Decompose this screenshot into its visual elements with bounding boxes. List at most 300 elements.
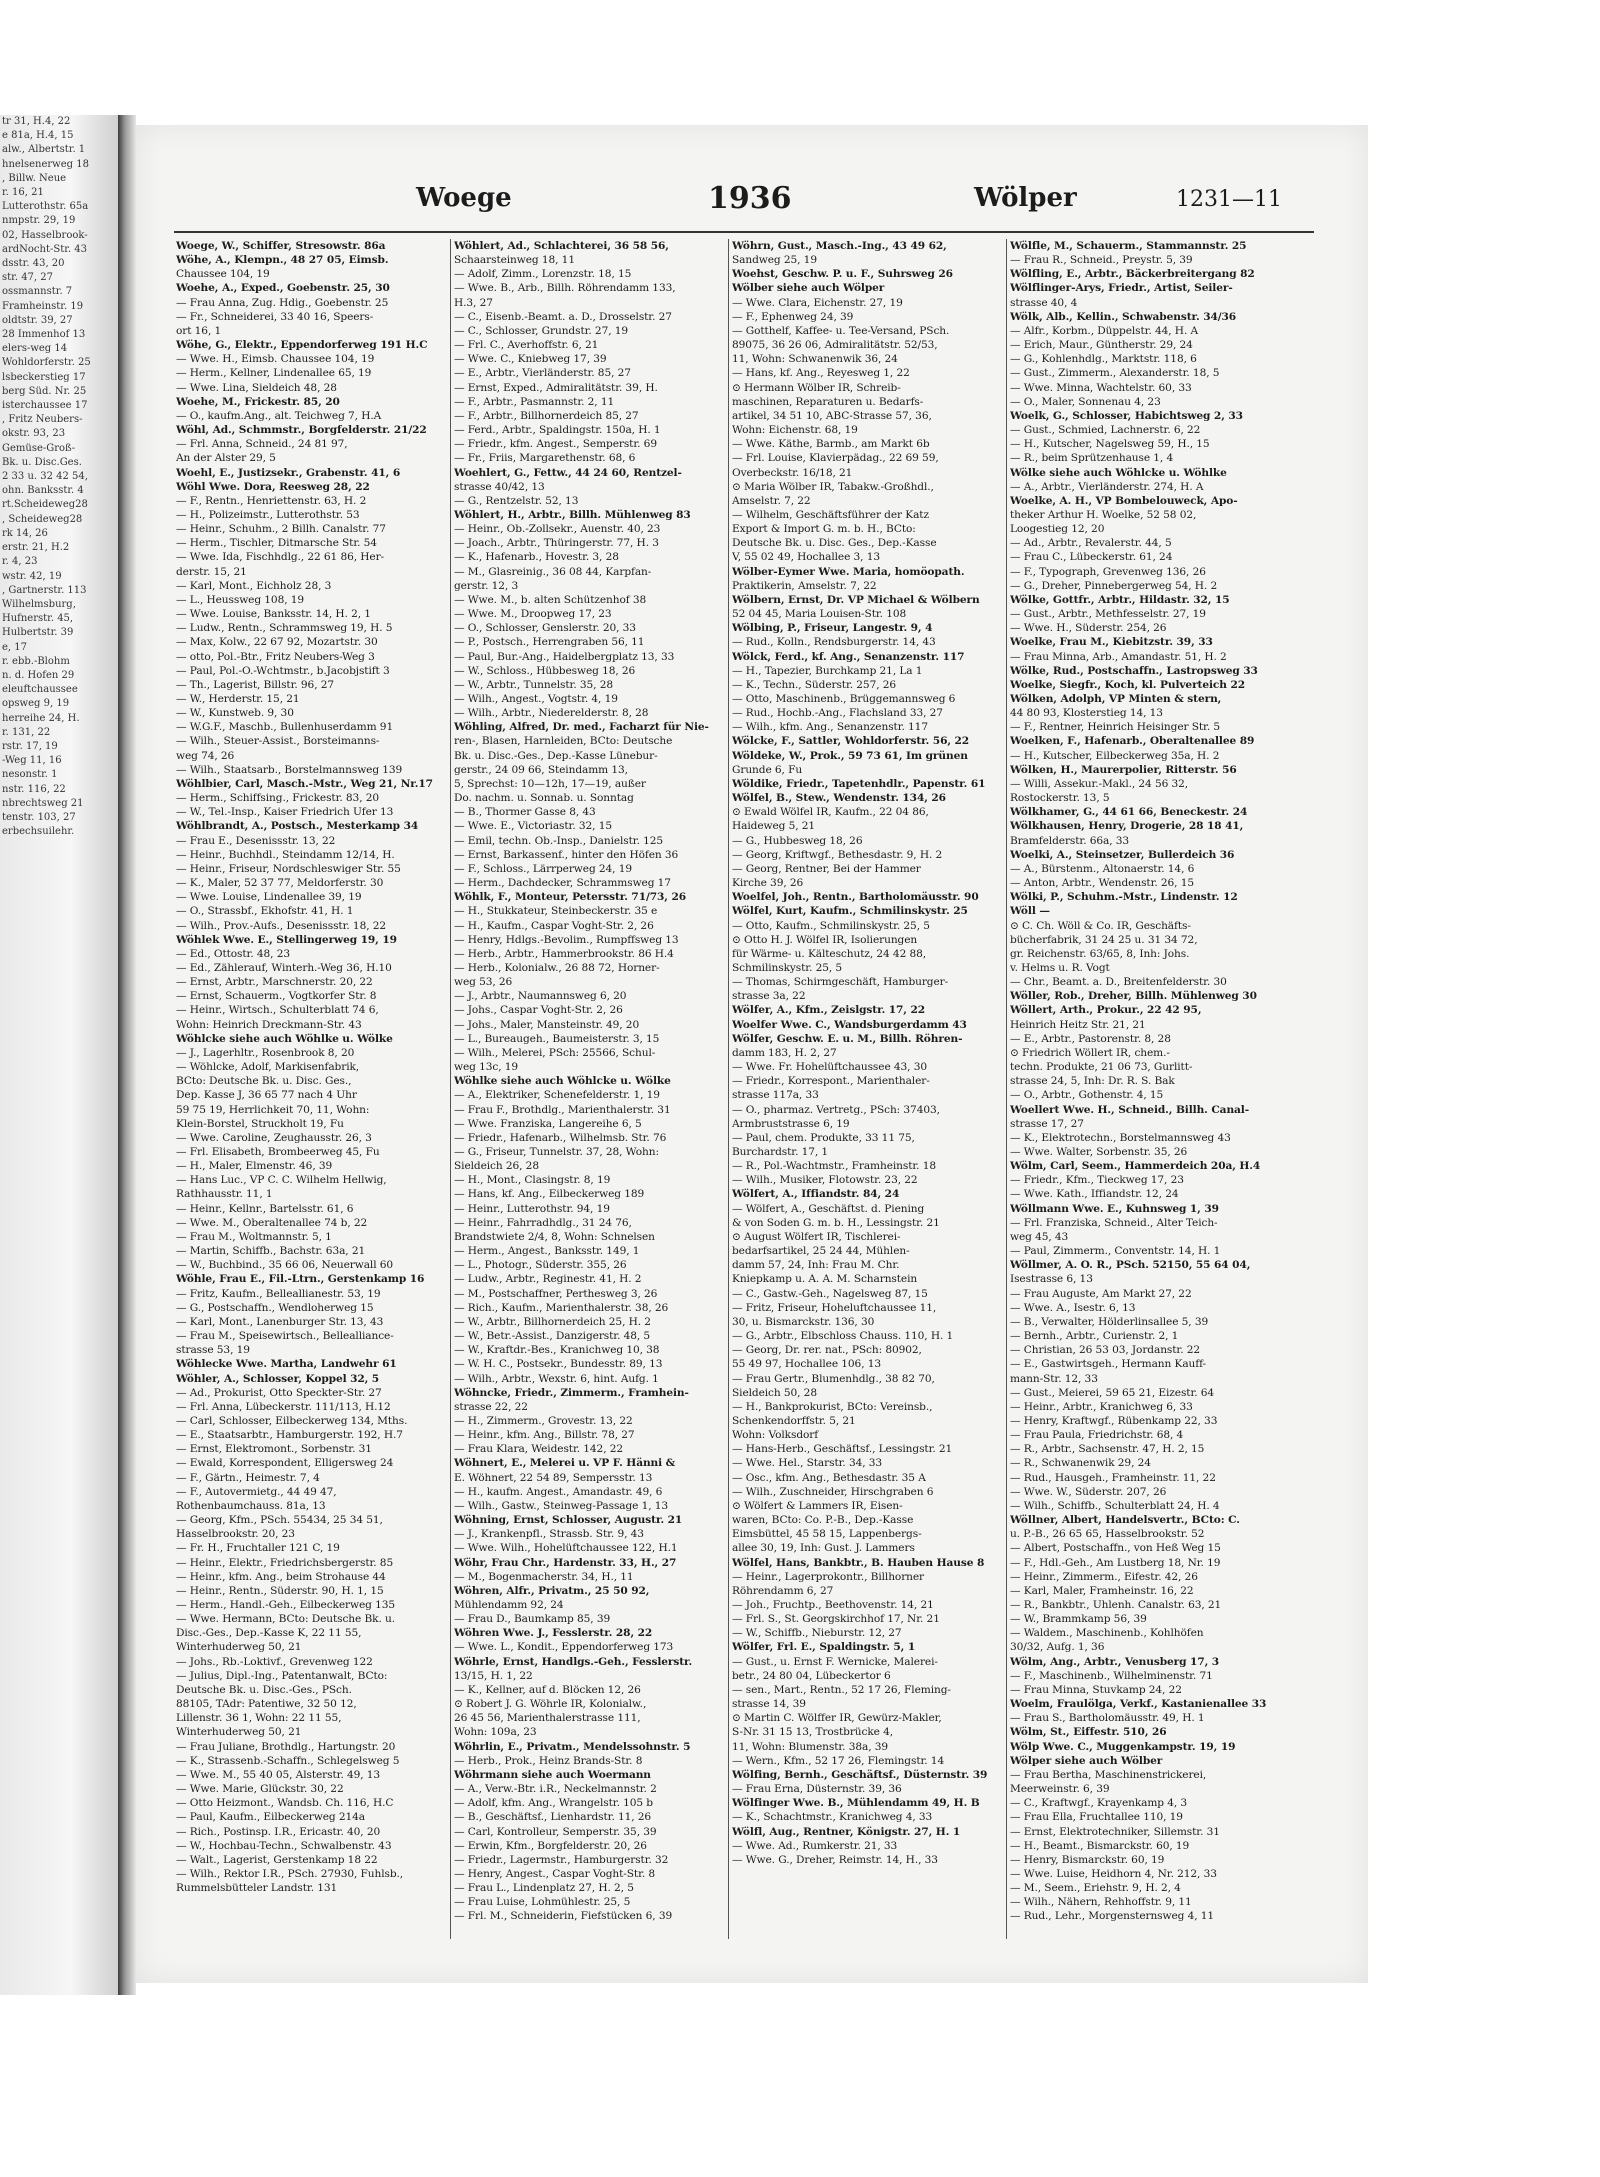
directory-entry: Wöldeke, W., Prok., 59 73 61, Im grünen bbox=[732, 749, 968, 762]
left-page-edge bbox=[0, 115, 121, 1995]
directory-entry: — Wwe. M., 55 40 05, Alsterstr. 49, 13 bbox=[176, 1768, 381, 1781]
page-header bbox=[136, 183, 1368, 223]
directory-entry: — Joach., Arbtr., Thüringerstr. 77, H. 3 bbox=[454, 537, 659, 550]
column-divider bbox=[1006, 239, 1007, 1939]
left-page-fragment: nbrechtsweg 21 bbox=[2, 797, 84, 809]
directory-entry: Schenkendorffstr. 5, 21 bbox=[732, 1414, 856, 1427]
directory-entry: Wöldike, Friedr., Tapetenhdlr., Papenstr. 61 bbox=[732, 777, 986, 790]
directory-entry: — Paul, Kaufm., Eilbeckerweg 214a bbox=[176, 1811, 365, 1824]
left-page-fragment: e, 17 bbox=[2, 641, 27, 653]
directory-entry: — Frl. Elisabeth, Brombeerweg 45, Fu bbox=[176, 1146, 380, 1158]
directory-entry: — Frau Erna, Düsternstr. 39, 36 bbox=[732, 1783, 902, 1796]
left-page-fragment: Wohldorferstr. 25 bbox=[2, 357, 91, 369]
directory-entry: — A., Verw.-Btr. i.R., Neckelmannstr. 2 bbox=[454, 1783, 657, 1796]
directory-entry: — Ad., Prokurist, Otto Speckter-Str. 27 bbox=[176, 1386, 382, 1399]
directory-entry: Wöhe, G., Elektr., Eppendorferweg 191 H.C bbox=[176, 339, 428, 352]
directory-entry: — Heinr., Zimmerm., Eifestr. 42, 26 bbox=[1010, 1570, 1198, 1583]
directory-entry: — Hans-Herb., Geschäftsf., Lessingstr. 21 bbox=[732, 1443, 953, 1456]
directory-entry: Wölki, P., Schuhm.-Mstr., Lindenstr. 12 bbox=[1010, 891, 1238, 904]
directory-entry: Wölfel, Kurt, Kaufm., Schmilinskystr. 25 bbox=[732, 905, 968, 918]
directory-column-4 bbox=[1010, 239, 1292, 1939]
directory-entry: — O., Arbtr., Gothenstr. 4, 15 bbox=[1010, 1089, 1164, 1102]
directory-entry: H.3, 27 bbox=[454, 296, 493, 309]
directory-entry: Wölke, Gottfr., Arbtr., Hildastr. 32, 15 bbox=[1010, 593, 1230, 606]
directory-entry: — Christian, 26 53 03, Jordanstr. 22 bbox=[1010, 1344, 1201, 1357]
directory-entry: — G., Hubbesweg 18, 26 bbox=[732, 834, 863, 847]
directory-entry: — Wern., Kfm., 52 17 26, Flemingstr. 14 bbox=[732, 1754, 945, 1767]
directory-entry: — Paul, Zimmerm., Conventstr. 14, H. 1 bbox=[1010, 1245, 1221, 1258]
directory-entry: ⊙ August Wölfert IR, Tischlerei- bbox=[732, 1230, 901, 1243]
directory-entry: strasse 40/42, 13 bbox=[454, 480, 545, 493]
directory-entry: Wöhr, Frau Chr., Hardenstr. 33, H., 27 bbox=[454, 1556, 677, 1569]
directory-entry: — B., Geschäftsf., Lienhardstr. 11, 26 bbox=[454, 1811, 652, 1824]
left-page-fragment: erstr. 21, H.2 bbox=[2, 542, 70, 554]
directory-entry: Rummelsbütteler Landstr. 131 bbox=[176, 1882, 338, 1895]
directory-column-1 bbox=[176, 239, 448, 1939]
directory-entry: Wölbing, P., Friseur, Langestr. 9, 4 bbox=[732, 622, 933, 635]
directory-entry: — Frau Anna, Zug. Hdig., Goebenstr. 25 bbox=[176, 296, 389, 309]
directory-entry: — Waldem., Maschinenb., Kohlhöfen bbox=[1010, 1627, 1204, 1640]
directory-entry: — Wwe. M., Droopweg 17, 23 bbox=[454, 608, 612, 621]
directory-entry: E. Wöhnert, 22 54 89, Sempersstr. 13 bbox=[454, 1471, 653, 1484]
directory-entry: — Wilh., Schiffb., Schulterblatt 24, H. 4 bbox=[1010, 1499, 1220, 1512]
directory-entry: — Alfr., Korbm., Düppelstr. 44, H. A bbox=[1010, 324, 1199, 337]
directory-entry: — A., Elektriker, Schenefelderstr. 1, 19 bbox=[454, 1089, 660, 1102]
directory-entry: — Ludw., Rentn., Schrammsweg 19, H. 5 bbox=[176, 622, 393, 635]
directory-entry: — Joh., Fruchtp., Beethovenstr. 14, 21 bbox=[732, 1599, 934, 1611]
book-gutter bbox=[118, 115, 136, 1995]
directory-entry: — G., Friseur, Tunnelstr. 37, 28, Wohn: bbox=[454, 1146, 659, 1158]
directory-entry: — G., Kohlenhdlg., Marktstr. 118, 6 bbox=[1010, 353, 1197, 366]
directory-entry: strasse 24, 5, Inh: Dr. R. S. Bak bbox=[1010, 1075, 1175, 1088]
directory-entry: — J., Lagerhltr., Rosenbrook 8, 20 bbox=[176, 1046, 355, 1059]
directory-entry: — Frau Minna, Stuvkamp 24, 22 bbox=[1010, 1683, 1182, 1696]
directory-entry: Wöllmann Wwe. E., Kuhnsweg 1, 39 bbox=[1010, 1202, 1219, 1215]
directory-entry: — Rud., Hochb.-Ang., Flachsland 33, 27 bbox=[732, 707, 943, 720]
directory-entry: — Gust., u. Ernst F. Wernicke, Malerei- bbox=[732, 1655, 938, 1668]
left-page-fragment: okstr. 93, 23 bbox=[2, 428, 66, 440]
directory-entry: — Chr., Beamt. a. D., Breitenfelderstr. 30 bbox=[1010, 976, 1227, 989]
directory-entry: — Rud., Hausgeh., Framheinstr. 11, 22 bbox=[1010, 1471, 1216, 1484]
directory-entry: — Erich, Maur., Güntherstr. 29, 24 bbox=[1010, 339, 1193, 352]
directory-entry: — Wilh., Angest., Vogtstr. 4, 19 bbox=[454, 693, 618, 705]
directory-entry: — H., Bankprokurist, BCto: Vereinsb., bbox=[732, 1400, 933, 1413]
directory-entry: — A., Arbtr., Vierländerstr. 274, H. A bbox=[1010, 480, 1204, 493]
directory-entry: — Herb., Prok., Heinz Brands-Str. 8 bbox=[454, 1754, 643, 1767]
left-page-fragment: r. 4, 23 bbox=[2, 556, 38, 568]
directory-entry: — W., Arbtr., Billhornerdeich 25, H. 2 bbox=[454, 1315, 651, 1328]
directory-entry: Sandweg 25, 19 bbox=[732, 254, 817, 267]
left-page-fragment: rt.Scheideweg28 bbox=[2, 499, 88, 511]
directory-entry: — E., Gastwirtsgeh., Hermann Kauff- bbox=[1010, 1358, 1207, 1371]
directory-entry: — Paul, Pol.-O.-Wchtmstr., b.Jacobjstift 3 bbox=[176, 664, 390, 677]
directory-entry: 59 75 19, Herrlichkeit 70, 11, Wohn: bbox=[176, 1103, 370, 1116]
directory-entry: — Georg, Dr. rer. nat., PSch: 80902, bbox=[732, 1344, 922, 1357]
directory-entry: — Wwe. Wilh., Hohelüftchaussee 122, H.1 bbox=[454, 1542, 678, 1555]
directory-entry: ren-, Blasen, Harnleiden, BCto: Deutsche bbox=[454, 735, 673, 748]
directory-entry: — E., Arbtr., Pastorenstr. 8, 28 bbox=[1010, 1032, 1171, 1045]
directory-entry: — C., Eisenb.-Beamt. a. D., Drosselstr. 27 bbox=[454, 310, 672, 323]
directory-entry: — Wwe. W., Süderstr. 207, 26 bbox=[1010, 1485, 1167, 1498]
directory-entry: — M., Bogenmacherstr. 34, H., 11 bbox=[454, 1570, 634, 1583]
directory-entry: bedarfsartikel, 25 24 44, Mühlen- bbox=[732, 1245, 910, 1258]
directory-entry: — Otto Heizmont., Wandsb. Ch. 116, H.C bbox=[176, 1797, 394, 1810]
directory-entry: — Ernst, Exped., Admiralitätstr. 39, H. bbox=[454, 381, 658, 394]
directory-entry: — Bernh., Arbtr., Curienstr. 2, 1 bbox=[1010, 1330, 1179, 1343]
directory-entry: theker Arthur H. Woelke, 52 58 02, bbox=[1010, 508, 1197, 521]
directory-entry: — R., beim Sprützenhause 1, 4 bbox=[1010, 452, 1174, 465]
directory-entry: — F., Ephenweg 24, 39 bbox=[732, 310, 854, 323]
directory-entry: — Ed., Zählerauf, Winterh.-Weg 36, H.10 bbox=[176, 961, 392, 974]
directory-entry: — Walt., Lagerist, Gerstenkamp 18 22 bbox=[176, 1853, 378, 1866]
directory-entry: — Henry, Angest., Caspar Voght-Str. 8 bbox=[454, 1867, 656, 1880]
directory-entry: Wölfer, Frl. E., Spaldingstr. 5, 1 bbox=[732, 1641, 916, 1654]
directory-entry: — Ewald, Korrespondent, Elligersweg 24 bbox=[176, 1457, 394, 1470]
directory-entry: Woelke, A. H., VP Bombelouweck, Apo- bbox=[1010, 494, 1238, 507]
directory-entry: Dep. Kasse J, 36 65 77 nach 4 Uhr bbox=[176, 1089, 357, 1102]
directory-entry: — O., Maler, Sonnenau 4, 23 bbox=[1010, 395, 1161, 408]
directory-entry: Wöhren Wwe. J., Fesslerstr. 28, 22 bbox=[454, 1627, 653, 1640]
directory-entry: Wohn: Heinrich Dreckmann-Str. 43 bbox=[176, 1018, 362, 1031]
directory-entry: Eimsbüttel, 45 58 15, Lappenbergs- bbox=[732, 1528, 922, 1541]
left-page-fragment: ohn. Banksstr. 4 bbox=[2, 485, 84, 497]
directory-entry: Disc.-Ges., Dep.-Kasse K, 22 11 55, bbox=[176, 1627, 362, 1640]
directory-entry: — Hans Luc., VP C. C. Wilhelm Hellwig, bbox=[176, 1174, 387, 1187]
directory-column-2 bbox=[454, 239, 726, 1939]
directory-entry: strasse 17, 27 bbox=[1010, 1117, 1084, 1130]
directory-entry: — Frau Paula, Friedrichstr. 68, 4 bbox=[1010, 1429, 1184, 1442]
left-page-fragment: wstr. 42, 19 bbox=[2, 570, 62, 582]
directory-entry: — J., Arbtr., Naumannsweg 6, 20 bbox=[454, 990, 627, 1003]
directory-entry: Wölk, Alb., Kellin., Schwabenstr. 34/36 bbox=[1010, 310, 1237, 323]
directory-entry: — Fr. H., Fruchtaller 121 C, 19 bbox=[176, 1542, 340, 1555]
left-page-fragment: , Scheideweg28 bbox=[2, 513, 83, 525]
directory-entry: Rothenbaumchauss. 81a, 13 bbox=[176, 1499, 326, 1512]
directory-entry: Wöhlbrandt, A., Postsch., Mesterkamp 34 bbox=[176, 820, 419, 833]
directory-entry: Deutsche Bk. u. Disc. Ges., Dep.-Kasse bbox=[732, 537, 937, 550]
directory-entry: — Friedr., kfm. Angest., Semperstr. 69 bbox=[454, 438, 657, 451]
directory-entry: — Paul, Bur.-Ang., Haidelbergplatz 13, 33 bbox=[454, 650, 675, 663]
directory-entry: Chaussee 104, 19 bbox=[176, 268, 270, 281]
directory-entry: — Johs., Caspar Voght-Str. 2, 26 bbox=[454, 1004, 623, 1017]
directory-entry: — Hans, kf. Ang., Eilbeckerweg 189 bbox=[454, 1188, 645, 1201]
directory-entry: — Otto, Kaufm., Schmilinskystr. 25, 5 bbox=[732, 919, 930, 932]
left-page-fragment: eleuftchaussee bbox=[2, 684, 78, 696]
directory-entry: — Heinr., Wirtsch., Schulterblatt 74 6, bbox=[176, 1004, 379, 1017]
directory-entry: Schaarsteinweg 18, 11 bbox=[454, 254, 575, 267]
directory-entry: — O., pharmaz. Vertretg., PSch: 37403, bbox=[732, 1103, 940, 1116]
directory-entry: — P., Postsch., Herrengraben 56, 11 bbox=[454, 636, 645, 649]
directory-entry: — Henry, Kraftwgf., Rübenkamp 22, 33 bbox=[1010, 1414, 1218, 1427]
directory-entry: Wöhe, A., Klempn., 48 27 05, Eimsb. bbox=[176, 254, 389, 267]
directory-entry: Wöllmer, A. O. R., PSch. 52150, 55 64 04, bbox=[1010, 1259, 1251, 1272]
directory-entry: — Wölfert, A., Geschäftst. d. Piening bbox=[732, 1202, 925, 1215]
directory-entry: Lillenstr. 36 1, Wohn: 22 11 55, bbox=[176, 1712, 342, 1725]
directory-entry: V, 55 02 49, Hochallee 3, 13 bbox=[732, 551, 880, 564]
directory-entry: Wöhlert, Ad., Schlachterei, 36 58 56, bbox=[454, 240, 669, 252]
directory-entry: Wöhlbier, Carl, Masch.-Mstr., Weg 21, Nr.17 bbox=[176, 777, 433, 790]
directory-entry: — Wilh., Melerei, PSch: 25566, Schul- bbox=[454, 1046, 656, 1059]
directory-entry: — Wwe. Franziska, Langereihe 6, 5 bbox=[454, 1117, 642, 1130]
directory-entry: — Wwe. Luise, Heidhorn 4, Nr. 212, 33 bbox=[1010, 1867, 1217, 1880]
directory-entry: — K., Kellner, auf d. Blöcken 12, 26 bbox=[454, 1683, 641, 1696]
directory-entry: Wölm, Ang., Arbtr., Venusberg 17, 3 bbox=[1010, 1655, 1220, 1668]
directory-entry: Wöller, Rob., Dreher, Billh. Mühlenweg 30 bbox=[1010, 990, 1257, 1003]
directory-entry: Winterhuderweg 50, 21 bbox=[176, 1641, 302, 1654]
left-page-fragment: 28 Immenhof 13 bbox=[2, 329, 86, 341]
directory-entry: — Ernst, Barkassenf., hinter den Höfen 36 bbox=[454, 848, 679, 861]
directory-entry: — K., Schachtmstr., Kranichweg 4, 33 bbox=[732, 1811, 933, 1824]
left-page-fragment: alw., Albertstr. 1 bbox=[2, 144, 86, 156]
directory-entry: 55 49 97, Hochallee 106, 13 bbox=[732, 1358, 882, 1371]
directory-entry: — Herm., Handl.-Geh., Eilbeckerweg 135 bbox=[176, 1599, 395, 1611]
directory-entry: — Rud., Lehr., Morgensternsweg 4, 11 bbox=[1010, 1910, 1215, 1923]
directory-entry: für Wärme- u. Kälteschutz, 24 42 88, bbox=[732, 947, 927, 960]
directory-entry: — Heinr., kfm. Ang., Billstr. 78, 27 bbox=[454, 1429, 635, 1442]
header-first-entry: Woege bbox=[416, 183, 512, 213]
directory-entry: weg 45, 43 bbox=[1010, 1230, 1069, 1243]
directory-entry: Deutsche Bk. u. Disc.-Ges., PSch. bbox=[176, 1683, 352, 1696]
left-page-fragment: Lutterothstr. 65a bbox=[2, 201, 89, 213]
directory-entry: Rathhausstr. 11, 1 bbox=[176, 1188, 273, 1201]
directory-entry: — Julius, Dipl.-Ing., Patentanwalt, BCto: bbox=[176, 1669, 388, 1682]
directory-entry: — Wwe. Minna, Wachtelstr. 60, 33 bbox=[1010, 381, 1192, 394]
directory-entry: — Ferd., Arbtr., Spaldingstr. 150a, H. 1 bbox=[454, 424, 661, 437]
directory-entry: — Erwin, Kfm., Borgfelderstr. 20, 26 bbox=[454, 1839, 647, 1852]
directory-entry: — B., Verwalter, Hölderlinsallee 5, 39 bbox=[1010, 1315, 1209, 1328]
directory-entry: — Frau Gertr., Blumenhdlg., 38 82 70, bbox=[732, 1372, 935, 1385]
left-page-fragment: Hulbertstr. 39 bbox=[2, 627, 74, 639]
directory-entry: Wöhlecke Wwe. Martha, Landwehr 61 bbox=[176, 1358, 397, 1371]
directory-entry: — Frau Ella, Fruchtallee 110, 19 bbox=[1010, 1811, 1183, 1824]
directory-entry: Woehlert, G., Fettw., 44 24 60, Rentzel- bbox=[454, 466, 682, 479]
left-page-fragment: hnelsenerweg 18 bbox=[2, 158, 89, 170]
directory-entry: — Frl. Louise, Klavierpädag., 22 69 59, bbox=[732, 452, 939, 465]
directory-entry: — Frl. C., Averhoffstr. 6, 21 bbox=[454, 339, 599, 352]
directory-entry: — K., Techn., Süderstr. 257, 26 bbox=[732, 678, 897, 691]
directory-entry: techn. Produkte, 21 06 73, Gurlitt- bbox=[1010, 1061, 1193, 1074]
directory-entry: derstr. 15, 21 bbox=[176, 565, 247, 578]
directory-entry: maschinen, Reparaturen u. Bedarfs- bbox=[732, 395, 924, 408]
directory-entry: Do. nachm. u. Sonnab. u. Sonntag bbox=[454, 792, 634, 805]
directory-entry: — F., Arbtr., Billhornerdeich 85, 27 bbox=[454, 409, 639, 422]
directory-entry: — Heinr., Schuhm., 2 Billh. Canalstr. 77 bbox=[176, 523, 386, 536]
directory-entry: — R., Pol.-Wachtmstr., Framheinstr. 18 bbox=[732, 1160, 936, 1173]
directory-entry: Wöhrmann siehe auch Woermann bbox=[454, 1768, 651, 1781]
directory-entry: — Georg, Rentner, Bei der Hammer bbox=[732, 862, 921, 875]
directory-entry: — H., Tapezier, Burchkamp 21, La 1 bbox=[732, 664, 923, 677]
directory-entry: — Frau M., Woltmannstr. 5, 1 bbox=[176, 1230, 332, 1243]
directory-entry: — Friedr., Kfm., Tieckweg 17, 23 bbox=[1010, 1174, 1184, 1187]
directory-entry: damm 57, 24, Inh: Frau M. Chr. bbox=[732, 1259, 900, 1272]
directory-entry: — Heinr., Kellnr., Bartelsstr. 61, 6 bbox=[176, 1202, 354, 1215]
directory-entry: — Frl. S., St. Georgskirchhof 17, Nr. 21 bbox=[732, 1613, 940, 1626]
directory-entry: — H., Beamt., Bismarckstr. 60, 19 bbox=[1010, 1839, 1190, 1852]
directory-entry: — L., Photogr., Süderstr. 355, 26 bbox=[454, 1259, 627, 1272]
directory-entry: — O., Schlosser, Genslerstr. 20, 33 bbox=[454, 622, 636, 635]
directory-entry: — O., kaufm.Ang., alt. Teichweg 7, H.A bbox=[176, 409, 382, 422]
directory-entry: — F., Rentner, Heinrich Heisinger Str. 5 bbox=[1010, 721, 1221, 734]
left-page-fragment: nesonstr. 1 bbox=[2, 769, 58, 781]
directory-entry: Wöhrn, Gust., Masch.-Ing., 43 49 62, bbox=[732, 240, 947, 252]
directory-entry: allee 30, 19, Inh: Gust. J. Lammers bbox=[732, 1542, 915, 1555]
directory-page bbox=[136, 125, 1368, 1983]
directory-entry: strasse 22, 22 bbox=[454, 1400, 528, 1413]
directory-entry: — Frau D., Baumkamp 85, 39 bbox=[454, 1613, 611, 1626]
directory-entry: ort 16, 1 bbox=[176, 324, 222, 337]
directory-entry: — F., Hdl.-Geh., Am Lustberg 18, Nr. 19 bbox=[1010, 1556, 1221, 1569]
left-page-fragment: dsstr. 43, 20 bbox=[2, 258, 65, 270]
directory-entry: 13/15, H. 1, 22 bbox=[454, 1669, 533, 1682]
directory-entry: Overbeckstr. 16/18, 21 bbox=[732, 466, 853, 479]
directory-entry: — Wwe. A., Isestr. 6, 13 bbox=[1010, 1301, 1136, 1314]
directory-entry: — Heinr., Lagerprokontr., Billhorner bbox=[732, 1570, 925, 1583]
directory-entry: — otto, Pol.-Btr., Fritz Neubers-Weg 3 bbox=[176, 650, 375, 663]
directory-entry: Wöhrle, Ernst, Handlgs.-Geh., Fesslerstr. bbox=[454, 1655, 693, 1668]
directory-entry: — Henry, Bismarckstr. 60, 19 bbox=[1010, 1853, 1165, 1866]
left-page-fragment: , Fritz Neubers- bbox=[2, 414, 83, 426]
left-page-fragment: Gemüse-Groß- bbox=[2, 442, 76, 454]
directory-entry: — Wilh., Gastw., Steinweg-Passage 1, 13 bbox=[454, 1499, 669, 1512]
directory-entry: — H., Mont., Clasingstr. 8, 19 bbox=[454, 1174, 611, 1187]
left-page-fragment: rk 14, 26 bbox=[2, 527, 48, 539]
directory-entry: — Ludw., Arbtr., Reginestr. 41, H. 2 bbox=[454, 1273, 642, 1286]
directory-entry: Wöllner, Albert, Handelsvertr., BCto: C. bbox=[1010, 1514, 1240, 1527]
directory-entry: — W., Herderstr. 15, 21 bbox=[176, 693, 300, 705]
directory-entry: — C., Schlosser, Grundstr. 27, 19 bbox=[454, 324, 629, 337]
directory-entry: — Wwe. Ida, Fischhdlg., 22 61 86, Her- bbox=[176, 551, 385, 564]
directory-entry: — E., Arbtr., Vierländerstr. 85, 27 bbox=[454, 367, 631, 380]
directory-entry: — Wwe. H., Süderstr. 254, 26 bbox=[1010, 622, 1167, 635]
directory-entry: Woelfel, Joh., Rentn., Bartholomäusstr. 90 bbox=[732, 891, 979, 904]
directory-entry: Meerweinstr. 6, 39 bbox=[1010, 1783, 1110, 1796]
directory-entry: — H., Polizeimstr., Lutterothstr. 53 bbox=[176, 508, 360, 521]
directory-entry: — Frau S., Bartholomäusstr. 49, H. 1 bbox=[1010, 1712, 1205, 1725]
directory-entry: Wölfle, M., Schauerm., Stammannstr. 25 bbox=[1010, 240, 1247, 252]
directory-entry: — Wilh., Prov.-Aufs., Desenissstr. 18, 22 bbox=[176, 919, 387, 932]
directory-entry: — Fritz, Kaufm., Belleallianestr. 53, 19 bbox=[176, 1287, 381, 1300]
left-page-fragment: str. 47, 27 bbox=[2, 272, 53, 284]
directory-entry: Woege, W., Schiffer, Stresowstr. 86a bbox=[176, 240, 386, 252]
directory-entry: Brandstwiete 2/4, 8, Wohn: Schnelsen bbox=[454, 1230, 655, 1243]
left-page-fragment: ardNocht-Str. 43 bbox=[2, 243, 87, 255]
directory-entry: Mühlendamm 92, 24 bbox=[454, 1599, 564, 1611]
directory-entry: — B., Thormer Gasse 8, 43 bbox=[454, 806, 596, 819]
directory-entry: — Fritz, Friseur, Hoheluftchaussee 11, bbox=[732, 1301, 937, 1314]
directory-entry: — F., Maschinenb., Wilhelminenstr. 71 bbox=[1010, 1669, 1213, 1682]
directory-entry: Burchardstr. 17, 1 bbox=[732, 1146, 829, 1158]
directory-entry: — Hans, kf. Ang., Reyesweg 1, 22 bbox=[732, 367, 910, 380]
directory-entry: weg 13c, 19 bbox=[454, 1061, 519, 1074]
directory-entry: — W., Kunstweb. 9, 30 bbox=[176, 707, 294, 720]
directory-entry: Wölken, Adolph, VP Minten & stern, bbox=[1010, 693, 1222, 705]
left-page-fragment: elers-weg 14 bbox=[2, 343, 68, 355]
directory-entry: — C., Gastw.-Geh., Nagelsweg 87, 15 bbox=[732, 1287, 928, 1300]
header-rule bbox=[174, 231, 1314, 233]
directory-entry: v. Helms u. R. Vogt bbox=[1010, 961, 1110, 974]
directory-entry: ⊙ Hermann Wölber IR, Schreib- bbox=[732, 381, 901, 394]
directory-entry: — Heinr., Elektr., Friedrichsbergerstr. 85 bbox=[176, 1556, 394, 1569]
directory-entry: — Wwe. Clara, Eichenstr. 27, 19 bbox=[732, 296, 903, 309]
directory-entry: — Wwe. M., b. alten Schützenhof 38 bbox=[454, 593, 647, 606]
directory-entry: Wölber siehe auch Wölper bbox=[732, 282, 885, 295]
directory-entry: — K., Hafenarb., Hovestr. 3, 28 bbox=[454, 551, 619, 564]
directory-entry: Wöhnert, E., Melerei u. VP F. Hänni & bbox=[454, 1457, 676, 1470]
directory-entry: — Wwe. Käthe, Barmb., am Markt 6b bbox=[732, 438, 930, 451]
directory-entry: Grunde 6, Fu bbox=[732, 763, 803, 776]
directory-entry: Export & Import G. m. b. H., BCto: bbox=[732, 523, 916, 536]
directory-entry: Wöhlke siehe auch Wöhlcke u. Wölke bbox=[454, 1075, 671, 1088]
directory-entry: Wöhlk, F., Monteur, Petersstr. 71/73, 26 bbox=[454, 891, 686, 904]
directory-entry: — Albert, Postschaffn., von Heß Weg 15 bbox=[1010, 1542, 1221, 1555]
left-page-fragment: r. 16, 21 bbox=[2, 187, 44, 199]
directory-entry: — Frau M., Speisewirtsch., Bellealliance- bbox=[176, 1330, 394, 1343]
directory-entry: — Henry, Hdlgs.-Bevolim., Rumpffsweg 13 bbox=[454, 933, 679, 946]
directory-entry: — Wwe. Marie, Glückstr. 30, 22 bbox=[176, 1783, 344, 1796]
directory-entry: Wöhl Wwe. Dora, Reesweg 28, 22 bbox=[176, 480, 370, 493]
directory-entry: Kniepkamp u. A. A. M. Scharnstein bbox=[732, 1273, 918, 1286]
directory-entry: — Johs., Maler, Mansteinstr. 49, 20 bbox=[454, 1018, 640, 1031]
directory-entry: — Frau Luise, Lohmühlestr. 25, 5 bbox=[454, 1896, 631, 1909]
directory-entry: — Wwe. H., Eimsb. Chaussee 104, 19 bbox=[176, 353, 375, 366]
directory-entry: — R., Arbtr., Sachsenstr. 47, H. 2, 15 bbox=[1010, 1443, 1205, 1456]
directory-entry: Wohn: Volksdorf bbox=[732, 1429, 819, 1442]
directory-entry: Bramfelderstr. 66a, 33 bbox=[1010, 834, 1130, 847]
directory-entry: mann-Str. 12, 33 bbox=[1010, 1372, 1098, 1385]
directory-entry: ⊙ Otto H. J. Wölfel IR, Isolierungen bbox=[732, 933, 918, 946]
directory-entry: — Karl, Mont., Eichholz 28, 3 bbox=[176, 579, 332, 592]
directory-entry: — H., Kutscher, Nagelsweg 59, H., 15 bbox=[1010, 438, 1210, 451]
directory-entry: — Wwe. B., Arb., Billh. Röhrendamm 133, bbox=[454, 282, 676, 295]
directory-entry: — W., Betr.-Assist., Danzigerstr. 48, 5 bbox=[454, 1330, 651, 1343]
directory-entry: — F., Arbtr., Pasmannstr. 2, 11 bbox=[454, 395, 615, 408]
directory-entry: Wölken, H., Maurerpolier, Ritterstr. 56 bbox=[1010, 763, 1237, 776]
directory-entry: — L., Bureaugeh., Baumeisterstr. 3, 15 bbox=[454, 1032, 660, 1045]
left-page-fragment: berg Süd. Nr. 25 bbox=[2, 385, 87, 397]
directory-entry: Wölke siehe auch Wöhlcke u. Wöhlke bbox=[1010, 466, 1227, 479]
left-page-fragment: Framheinstr. 19 bbox=[2, 300, 84, 312]
directory-entry: — H., Kutscher, Eilbeckerweg 35a, H. 2 bbox=[1010, 749, 1220, 762]
left-page-fragment: , Gartnerstr. 113 bbox=[2, 584, 87, 596]
directory-entry: — G., Postschaffn., Wendloherweg 15 bbox=[176, 1301, 374, 1314]
directory-entry: Rostockerstr. 13, 5 bbox=[1010, 792, 1110, 805]
directory-entry: — Heinr., kfm. Ang., beim Strohause 44 bbox=[176, 1570, 386, 1583]
left-page-fragment: herreihe 24, H. bbox=[2, 712, 80, 724]
directory-entry: Kirche 39, 26 bbox=[732, 877, 804, 890]
directory-entry: — Wilh., Staatsarb., Borstelmannsweg 139 bbox=[176, 763, 403, 776]
directory-entry: — Wilh., Steuer-Assist., Borsteimanns- bbox=[176, 735, 380, 748]
directory-entry: — K., Maler, 52 37 77, Meldorferstr. 30 bbox=[176, 877, 384, 890]
directory-entry: — Herm., Schiffsing., Frickestr. 83, 20 bbox=[176, 792, 380, 805]
directory-entry: — Heinr., Lutterothstr. 94, 19 bbox=[454, 1202, 610, 1215]
directory-entry: artikel, 34 51 10, ABC-Strasse 57, 36, bbox=[732, 409, 932, 422]
directory-entry: — Wwe. G., Dreher, Reimstr. 14, H., 33 bbox=[732, 1853, 938, 1866]
directory-entry: — Wwe. Louise, Banksstr. 14, H. 2, 1 bbox=[176, 608, 371, 621]
directory-entry: — H., Maler, Elmenstr. 46, 39 bbox=[176, 1160, 333, 1173]
directory-entry: — Frau F., Brothdlg., Marienthalerstr. 31 bbox=[454, 1103, 671, 1116]
directory-entry: Isestrasse 6, 13 bbox=[1010, 1273, 1093, 1286]
directory-entry: — Wilh., Arbtr., Wexstr. 6, hint. Aufg. 1 bbox=[454, 1372, 659, 1385]
directory-entry: Wöhle, Frau E., Fil.-Ltrn., Gerstenkamp 16 bbox=[176, 1273, 425, 1286]
directory-entry: ⊙ Wölfert & Lammers IR, Eisen- bbox=[732, 1499, 903, 1512]
directory-entry: Bk. u. Disc.-Ges., Dep.-Kasse Lünebur- bbox=[454, 749, 658, 762]
directory-entry: Wölfinger Wwe. B., Mühlendamm 49, H. B bbox=[732, 1797, 980, 1810]
directory-entry: — Friedr., Lagermstr., Hamburgerstr. 32 bbox=[454, 1853, 669, 1866]
directory-entry: Wölbern, Ernst, Dr. VP Michael & Wölbern bbox=[732, 593, 980, 606]
directory-entry: 30/32, Aufg. 1, 36 bbox=[1010, 1641, 1105, 1654]
directory-entry: — Wwe. Ad., Rumkerstr. 21, 33 bbox=[732, 1839, 898, 1852]
directory-entry: — Fr., Friis, Margarethenstr. 68, 6 bbox=[454, 452, 636, 465]
